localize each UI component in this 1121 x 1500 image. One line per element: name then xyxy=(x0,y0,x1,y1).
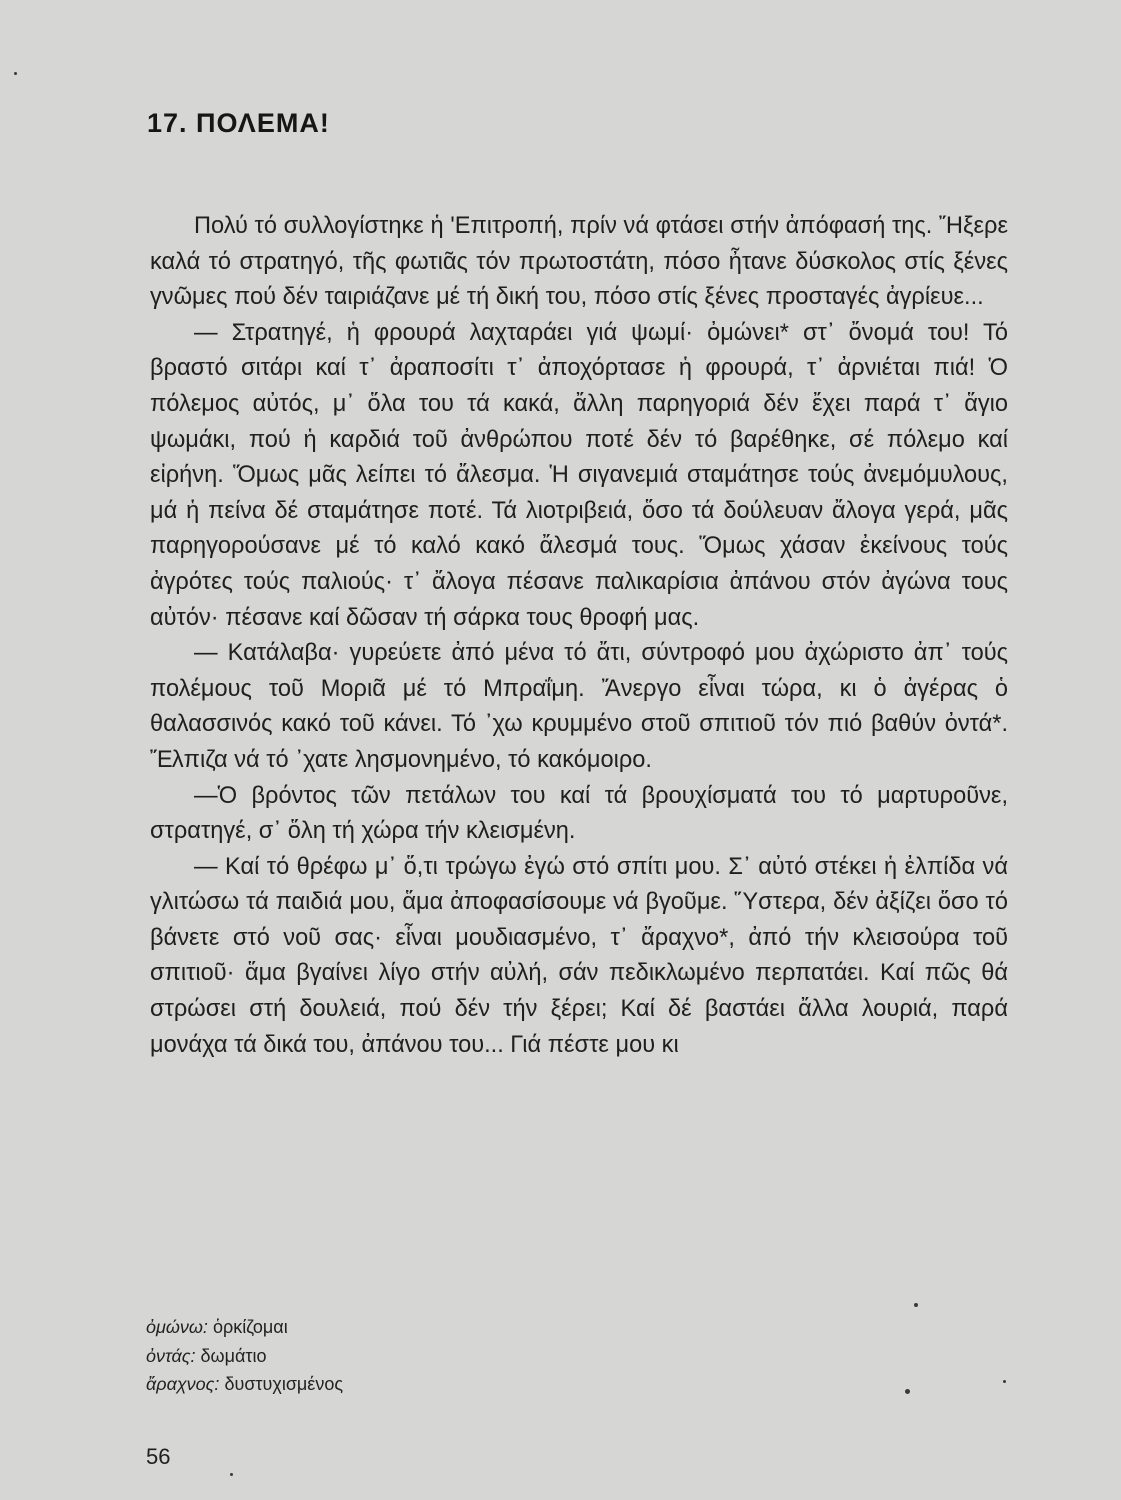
chapter-title: 17. ΠΟΛΕΜΑ! xyxy=(147,108,330,138)
body-text xyxy=(150,209,1008,1063)
paragraph: —Ὁ βρόντος τῶν πετάλων του καί τά βρουχίσματά του τό μαρτυροῦνε, στρατηγέ, σ᾿ ὅλη τή χώρα τήν κλεισμένη. xyxy=(150,782,1008,845)
footnote-term: ἄραχνος: xyxy=(146,1374,220,1394)
footnote-term: ὀντάς: xyxy=(146,1345,196,1366)
paper-speck xyxy=(905,1389,910,1394)
footnote xyxy=(146,1370,343,1399)
paper-speck xyxy=(14,72,17,75)
paragraph: Πολύ τό συλλογίστηκε ἡ 'Επιτροπή, πρίν νά φτάσει στήν ἀπόφασή της. Ἤξερε καλά τό στρατηγό, τῆς φωτιᾶς τόν πρωτοστάτη, πόσο ἦτανε δύσκολος στίς ξένες γνῶμες πού δέν ταιριάζανε μέ τή δική του, πόσο στίς ξένες προσταγές ἀγρίευε... xyxy=(150,213,1008,311)
footnote-definition: ὁρκίζομαι xyxy=(212,1317,288,1337)
footnotes xyxy=(146,1313,343,1399)
page-number: 56 xyxy=(146,1444,171,1469)
footnote-term: ὀμώνω: xyxy=(146,1317,208,1337)
paragraph: — Στρατηγέ, ἡ φρουρά λαχταράει γιά ψωμί· ὀμώνει* στ᾿ ὄνομά του! Τό βραστό σιτάρι καί τ᾿ ἀραποσίτι τ᾿ ἀποχόρτασε ἡ φρουρά, τ᾿ ἀρνιέται πιά! Ὁ πόλεμος αὐτός, μ᾿ ὅλα του τά κακά, ἄλλη παρηγοριά δέν ἔχει παρά τ᾿ ἅγιο ψωμάκι, πού ἡ καρδιά τοῦ ἀνθρώπου ποτέ δέν τό βαρέθηκε, σέ πόλεμο καί εἰρήνη. Ὅμως μᾶς λείπει τό ἄλεσμα. Ἡ σιγανεμιά σταμάτησε τούς ἀνεμόμυλους, μά ἡ πείνα δέ σταμάτησε ποτέ. Τά λιοτριβειά, ὅσο τά δούλευαν ἄλογα γερά, μᾶς παρηγορούσανε μέ τό καλό κακό ἄλεσμά τους. Ὅμως χάσαν ἐκείνους τούς ἀγρότες τούς παλιούς· τ᾿ ἄλογα πέσανε παλικαρίσια ἀπάνου στόν ἀγώνα τους αὐτόν· πέσανε καί δῶσαν τή σάρκα τους θροφή μας. xyxy=(150,319,1008,631)
footnote-definition: δωμάτιο xyxy=(200,1345,267,1366)
paragraph: — Κατάλαβα· γυρεύετε ἀπό μένα τό ἄτι, σύντροφό μου ἀχώριστο ἀπ᾿ τούς πολέμους τοῦ Μοριᾶ μέ τό Μπραΐμη. Ἄνεργο εἶναι τώρα, κι ὁ ἀγέρας ὁ θαλασσινός κακό τοῦ κάνει. Τό ᾿χω κρυμμένο στοῦ σπιτιοῦ τόν πιό βαθύν ὀντά*. Ἔλπιζα νά τό ᾿χατε λησμονημένο, τό κακόμοιρο. xyxy=(150,640,1008,773)
footnote xyxy=(146,1313,343,1342)
paper-speck xyxy=(914,1303,918,1307)
footnote-definition: δυστυχισμένος xyxy=(224,1374,344,1394)
paper-speck xyxy=(1003,1380,1006,1383)
paragraph: — Καί τό θρέφω μ᾿ ὅ,τι τρώγω ἐγώ στό σπίτι μου. Σ᾿ αὐτό στέκει ἡ ἐλπίδα νά γλιτώσω τά παιδιά μου, ἅμα ἀποφασίσουμε νά βγοῦμε. Ὕστερα, δέν ἀξίζει ὅσο τό βάνετε στό νοῦ σας· εἶναι μουδιασμένο, τ᾿ ἄραχνο*, ἀπό τήν κλεισούρα τοῦ σπιτιοῦ· ἅμα βγαίνει λίγο στήν αὐλή, σάν πεδικλωμένο περπατάει. Καί πῶς θά στρώσει στή δουλειά, πού δέν τήν ξέρει; Καί δέ βαστάει ἄλλα λουριά, παρά μονάχα τά δικά του, ἀπάνου του... Γιά πέστε μου κι xyxy=(150,853,1008,1058)
paper-speck xyxy=(230,1473,233,1476)
footnote xyxy=(146,1342,343,1371)
